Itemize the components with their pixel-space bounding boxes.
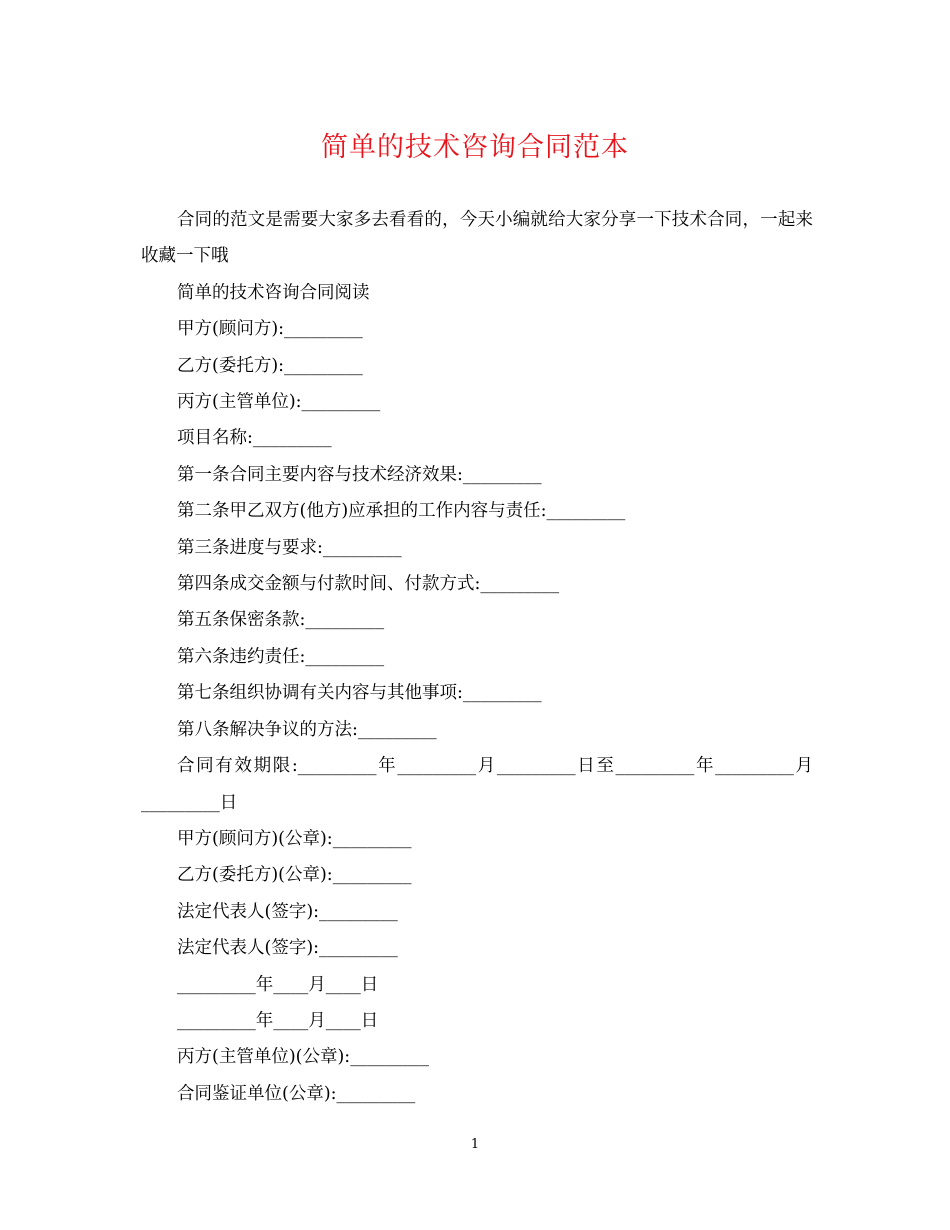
party-a-line: 甲方(顾问方):_________ [177, 319, 363, 340]
date-line: _________年____月____日 [177, 974, 379, 995]
intro-paragraph: 合同的范文是需要大家多去看看的，今天小编就给大家分享一下技术合同，一起来收藏一下哦 [141, 210, 813, 267]
section-heading: 简单的技术咨询合同阅读 [177, 282, 370, 303]
article-5-line: 第五条保密条款:_________ [177, 610, 385, 631]
article-6-line: 第六条违约责任:_________ [177, 646, 385, 667]
article-8-line: 第八条解决争议的方法:_________ [177, 719, 437, 740]
article-3-line: 第三条进度与要求:_________ [177, 537, 402, 558]
legal-rep-signature-line: 法定代表人(签字):_________ [177, 901, 398, 922]
article-1-line: 第一条合同主要内容与技术经济效果:_________ [177, 464, 542, 485]
party-b-line: 乙方(委托方):_________ [177, 355, 363, 376]
party-c-line: 丙方(主管单位):_________ [177, 392, 381, 413]
party-b-seal-line: 乙方(委托方)(公章):_________ [177, 865, 412, 886]
party-c-seal-line: 丙方(主管单位)(公章):_________ [177, 1047, 429, 1068]
date-line-2: _________年____月____日 [177, 1010, 379, 1031]
notary-seal-line: 合同鉴证单位(公章):_________ [177, 1083, 416, 1104]
project-name-line: 项目名称:_________ [177, 428, 332, 449]
article-7-line: 第七条组织协调有关内容与其他事项:_________ [177, 683, 542, 704]
page-number: 1 [470, 1137, 480, 1152]
document-title: 简单的技术咨询合同范本 [321, 132, 629, 163]
validity-period-line: 合同有效期限:_________年_________月_________日至_________年_________月_________日 [141, 756, 813, 813]
legal-rep-signature-line-2: 法定代表人(签字):_________ [177, 938, 398, 959]
document-body [141, 202, 813, 1112]
article-4-line: 第四条成交金额与付款时间、付款方式:_________ [177, 574, 560, 595]
party-a-seal-line: 甲方(顾问方)(公章):_________ [177, 828, 412, 849]
article-2-line: 第二条甲乙双方(他方)应承担的工作内容与责任:_________ [177, 501, 626, 522]
